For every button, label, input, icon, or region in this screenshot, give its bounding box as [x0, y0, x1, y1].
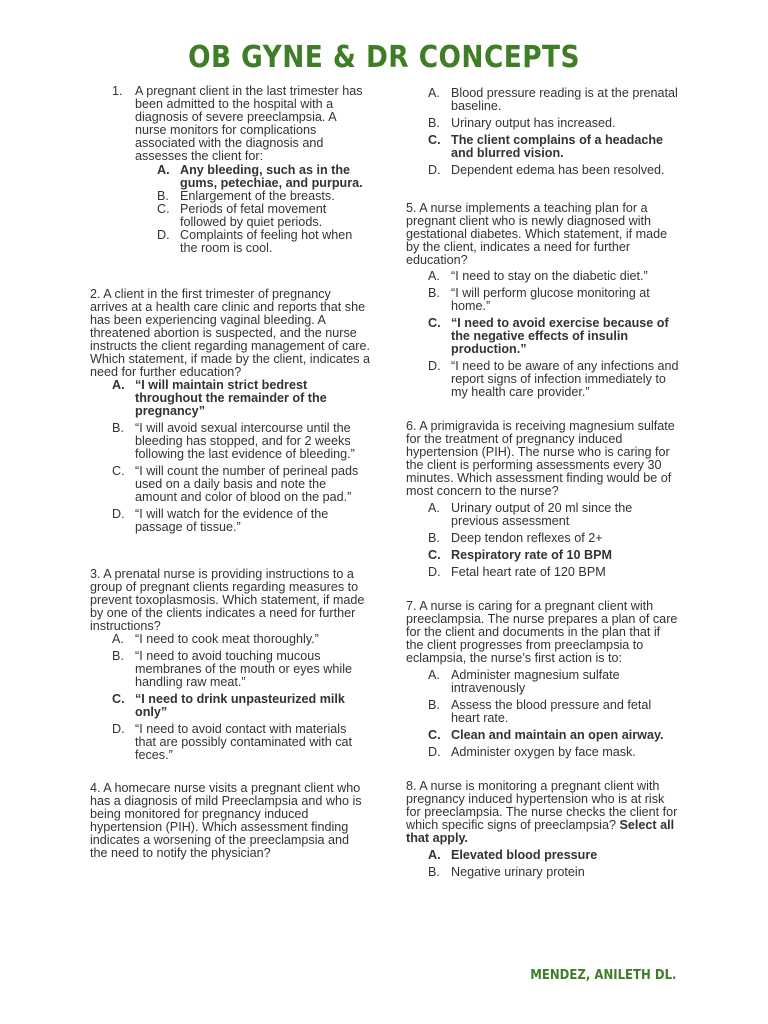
question-stem: 4. A homecare nurse visits a pregnant client who has a diagnosis of mild Preeclampsia and who is being monitored for pregnancy induced hypertension (PIH). Which assessment finding indicates a worsening of the preeclampsia and the need to notify the physician?: [90, 781, 362, 860]
option-a: A. Administer magnesium sulfate intravenously: [428, 668, 620, 695]
left-column: [90, 85, 370, 860]
question-stem: A pregnant client in the last trimester has been admitted to the hospital with a diagnosis of severe preeclampsia. A nurse monitors for complications associated with the diagnosis and assesses the client for:: [135, 84, 363, 163]
question-4-options: [406, 87, 680, 177]
option-a: A. “I need to stay on the diabetic diet.”: [428, 269, 648, 283]
question-5: [406, 202, 680, 399]
options-list: [406, 849, 680, 879]
option-a: A. Elevated blood pressure: [428, 848, 598, 862]
option-b: B. “I will avoid sexual intercourse until the bleeding has stopped, and for 2 weeks following the last evidence of bleeding.”: [112, 421, 355, 461]
option-c: C. “I need to drink unpasteurized milk only”: [112, 692, 345, 719]
option-c: C. “I will count the number of perineal pads used on a daily basis and note the amount and color of blood on the pad.”: [112, 464, 359, 504]
option-d: D. “I need to be aware of any infections and report signs of infection immediately to my health care provider.”: [428, 359, 679, 399]
option-d: D. Administer oxygen by face mask.: [428, 745, 636, 759]
options-list: [406, 669, 680, 759]
option-d: D. “I will watch for the evidence of the passage of tissue.”: [112, 507, 329, 534]
question-2: [90, 288, 370, 534]
question-number: 1.: [112, 84, 123, 98]
option-d: D. Complaints of feeling hot when the room is cool.: [157, 228, 353, 255]
options-list: [90, 633, 370, 762]
question-stem-emphasis: Select all that apply.: [406, 818, 675, 845]
right-column: [406, 87, 680, 879]
option-b: B. Assess the blood pressure and fetal heart rate.: [428, 698, 652, 725]
option-a: A. “I need to cook meat thoroughly.”: [112, 632, 319, 646]
option-b: B. Negative urinary protein: [428, 865, 585, 879]
question-stem: 8. A nurse is monitoring a pregnant client with pregnancy induced hypertension who is at risk for preeclampsia. The nurse checks the client for which specific signs of preeclampsia? Select all that apply.: [406, 779, 678, 845]
option-b: B. “I will perform glucose monitoring at home.”: [428, 286, 650, 313]
option-a: A. Any bleeding, such as in the gums, petechiae, and purpura.: [157, 163, 363, 190]
question-stem: 3. A prenatal nurse is providing instructions to a group of pregnant clients regarding measures to prevent toxoplasmosis. Which statement, if made by one of the clients indicates a need for further instructions?: [90, 567, 365, 633]
option-b: B. Enlargement of the breasts.: [157, 189, 335, 203]
option-a: A. “I will maintain strict bedrest throughout the remainder of the pregnancy”: [112, 378, 327, 418]
option-d: D. Dependent edema has been resolved.: [428, 163, 665, 177]
option-b: B. “I need to avoid touching mucous membranes of the mouth or eyes while handling raw meat.”: [112, 649, 352, 689]
option-c: C. The client complains of a headache and blurred vision.: [428, 133, 664, 160]
option-c: C. “I need to avoid exercise because of the negative effects of insulin production.”: [428, 316, 669, 356]
question-stem: 7. A nurse is caring for a pregnant client with preeclampsia. The nurse prepares a plan of care for the client and documents in the plan that if the client progresses from preeclampsia to eclampsia, the nurse’s first action is to:: [406, 599, 678, 665]
question-8: [406, 780, 680, 879]
option-d: D. “I need to avoid contact with materials that are possibly contaminated with cat feces.”: [112, 722, 353, 762]
options-list: [406, 502, 680, 579]
author-name: MENDEZ, ANILETH DL.: [529, 968, 676, 983]
option-b: B. Deep tendon reflexes of 2+: [428, 531, 603, 545]
options-list: [90, 379, 370, 534]
question-6: [406, 420, 680, 579]
options-list: [135, 164, 370, 255]
question-stem: 5. A nurse implements a teaching plan for a pregnant client who is newly diagnosed with gestational diabetes. Which statement, if made by the client, indicates a need for further education?: [406, 201, 668, 267]
option-c: C. Periods of fetal movement followed by quiet periods.: [157, 202, 327, 229]
question-stem: 2. A client in the first trimester of pregnancy arrives at a health care clinic and reports that she has been experiencing vaginal bleeding. A threatened abortion is suspected, and the nurse instructs the client regarding management of care. Which statement, if made by the client, indicates a need for further education?: [90, 287, 371, 379]
option-c: C. Clean and maintain an open airway.: [428, 728, 664, 742]
question-4: [90, 782, 370, 860]
option-b: B. Urinary output has increased.: [428, 116, 616, 130]
question-stem: 6. A primigravida is receiving magnesium sulfate for the treatment of pregnancy induced hypertension (PIH). The nurse who is caring for the client is performing assessments every 30 minutes. Which assessment finding would be of most concern to the nurse?: [406, 419, 675, 498]
option-d: D. Fetal heart rate of 120 BPM: [428, 565, 606, 579]
option-a: A. Urinary output of 20 ml since the previous assessment: [428, 501, 633, 528]
question-3: [90, 568, 370, 762]
question-7: [406, 600, 680, 759]
option-a: A. Blood pressure reading is at the prenatal baseline.: [428, 86, 678, 113]
options-list: [406, 270, 680, 399]
question-1: [90, 85, 370, 255]
option-c: C. Respiratory rate of 10 BPM: [428, 548, 612, 562]
page-title: OB GYNE & DR CONCEPTS: [188, 40, 580, 75]
